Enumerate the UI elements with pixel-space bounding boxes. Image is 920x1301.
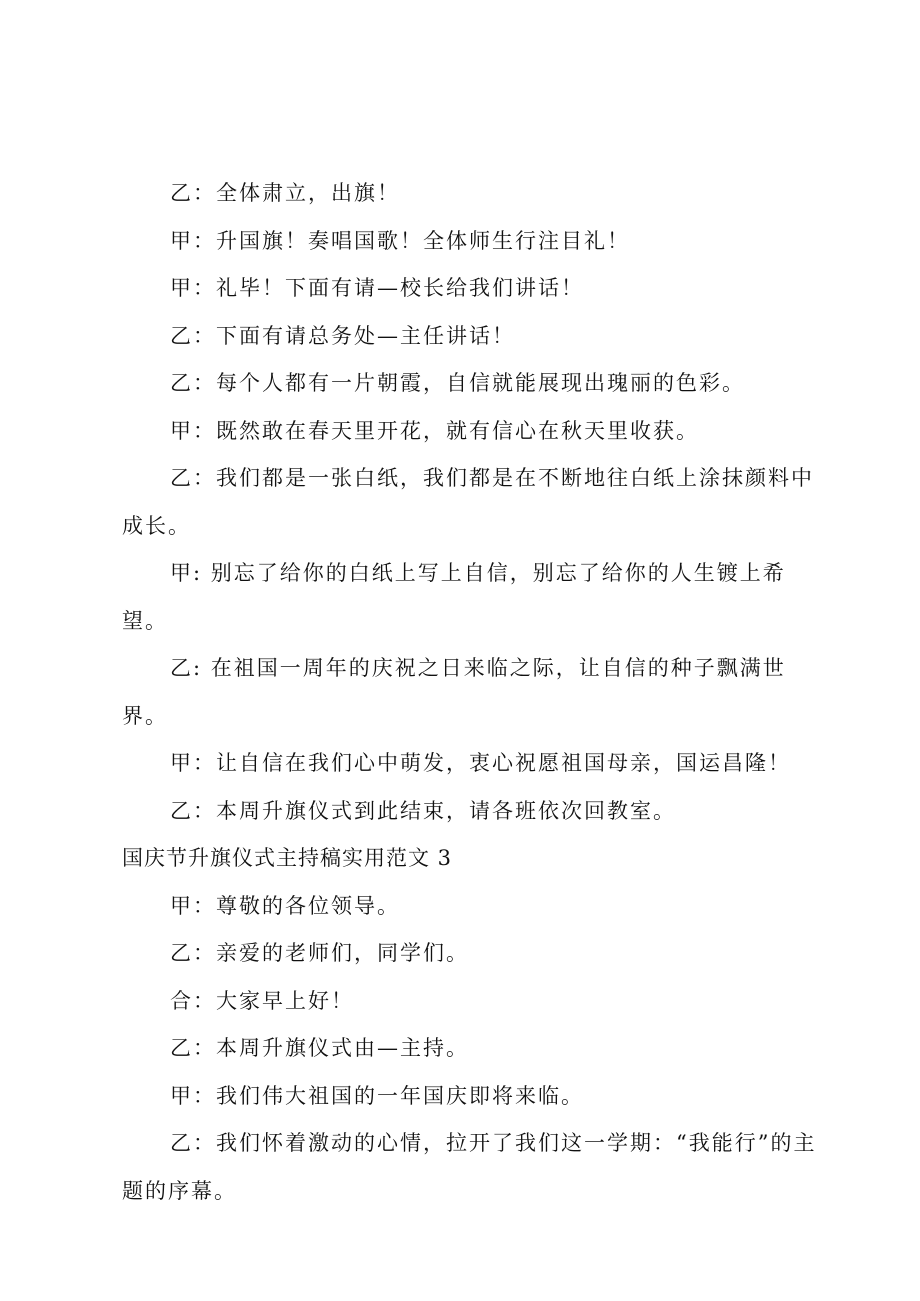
paragraph: 甲: 别忘了给你的白纸上写上自信，别忘了给你的人生镀上希望。: [122, 561, 786, 633]
paragraph: 乙：每个人都有一片朝霞，自信就能展现出瑰丽的色彩。: [170, 371, 745, 395]
paragraph: 乙：全体肃立，出旗！: [170, 181, 400, 205]
paragraph: 乙：我们都是一张白纸，我们都是在不断地往白纸上涂抹颜料中成长。: [122, 466, 814, 538]
paragraph: 乙：本周升旗仪式到此结束，请各班依次回教室。: [170, 798, 676, 823]
paragraph: 甲：既然敢在春天里开花，就有信心在秋天里收获。: [170, 418, 699, 443]
paragraph: 甲：礼毕！下面有请—校长给我们讲话！: [170, 276, 584, 300]
document-body: [122, 170, 822, 1215]
paragraph: 甲：让自信在我们心中萌发，衷心祝愿祖国母亲，国运昌隆！: [170, 751, 791, 775]
paragraph: 乙：下面有请总务处—主任讲话！: [170, 323, 515, 348]
paragraph: 乙：本周升旗仪式由—主持。: [170, 1036, 469, 1060]
paragraph: 甲：升国旗！奏唱国歌！全体师生行注目礼！: [170, 228, 630, 253]
paragraph: 甲：尊敬的各位领导。: [170, 893, 400, 918]
paragraph: 乙: 在祖国一周年的庆祝之日来临之际，让自信的种子飘满世界。: [122, 656, 786, 728]
paragraph: 合：大家早上好！: [170, 988, 354, 1013]
section-heading: 国庆节升旗仪式主持稿实用范文 3: [122, 846, 453, 870]
paragraph: 乙：我们怀着激动的心情，拉开了我们这一学期：“我能行”的主题的序幕。: [122, 1131, 817, 1203]
paragraph: 甲：我们伟大祖国的一年国庆即将来临。: [170, 1083, 584, 1108]
paragraph: 乙：亲爱的老师们，同学们。: [170, 941, 469, 965]
